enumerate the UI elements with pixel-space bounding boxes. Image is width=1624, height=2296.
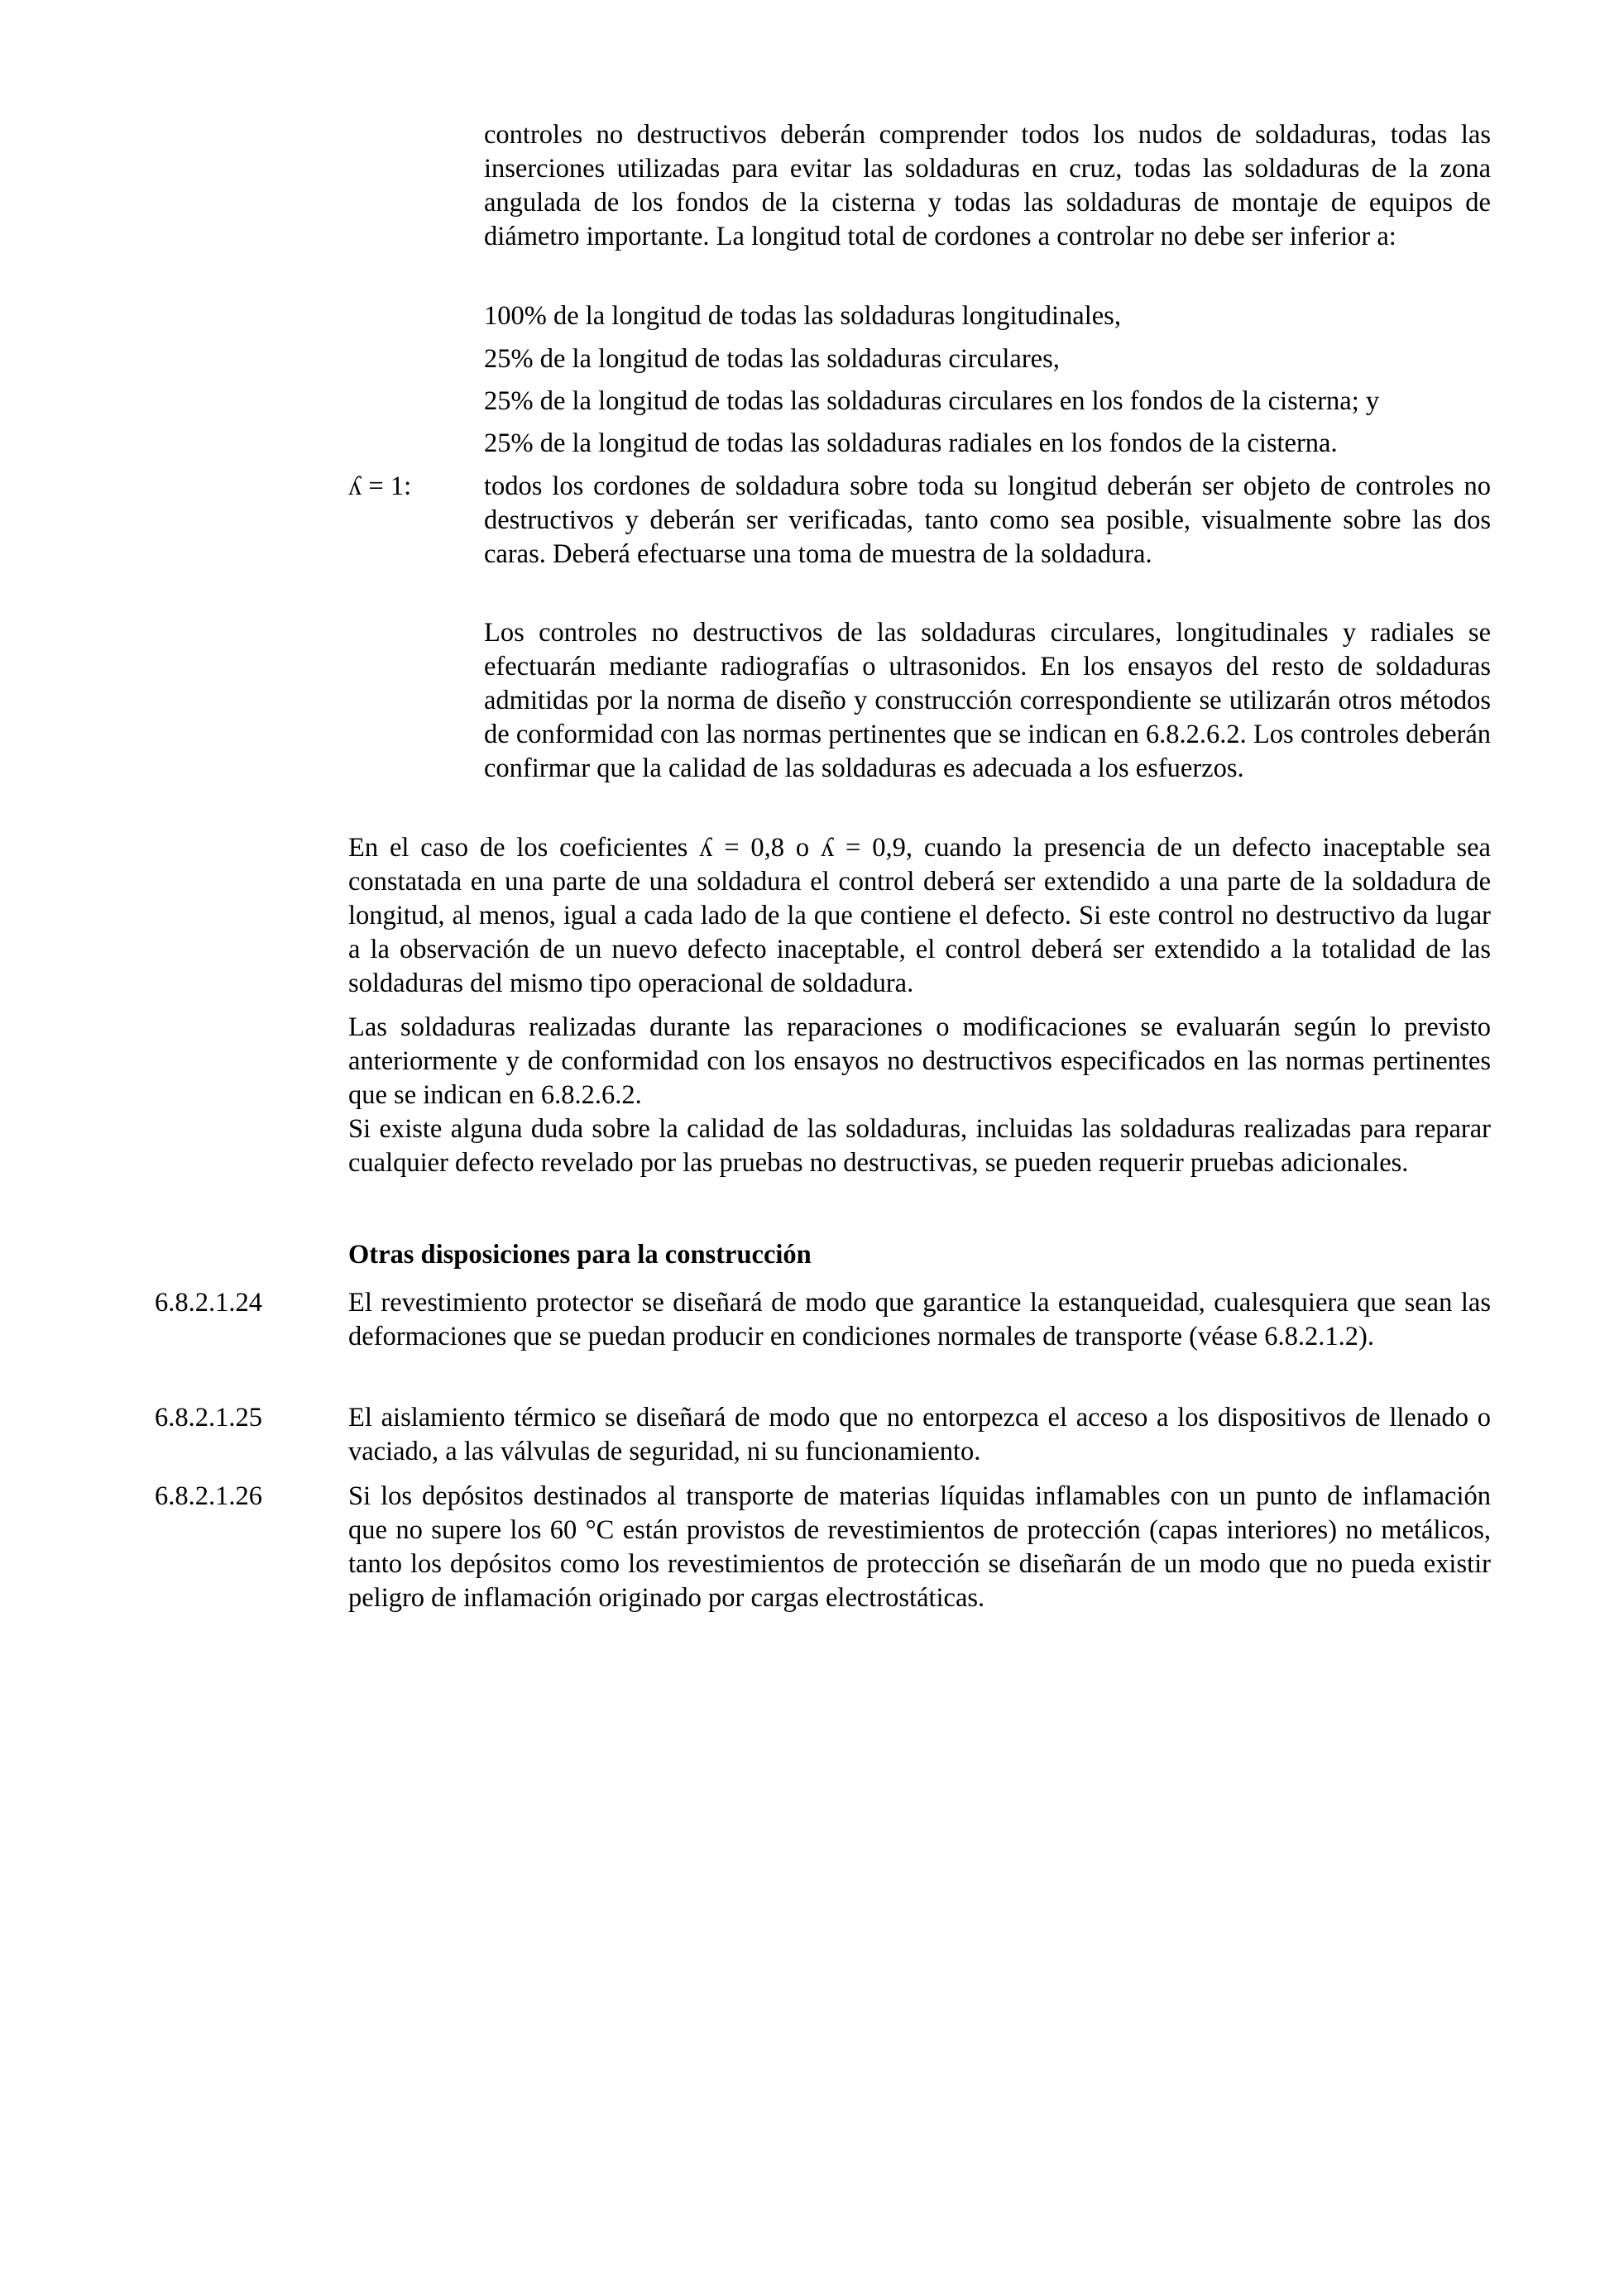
section-number: 6.8.2.1.24 (155, 1288, 262, 1318)
lambda-paragraph-2: Los controles no destructivos de las soldaduras circulares, longitudinales y radiales se efectuarán mediante radiografías o ultrasonidos. En los ensayos del resto de soldaduras admitidas por la norma de diseño y construcción correspondiente se utilizarán otros métodos de conformidad con las normas pertinentes que se indican en 6.8.2.6.2. Los controles deberán confirmar que la calidad de las soldaduras es adecuada a los esfuerzos. (484, 618, 1491, 783)
section-heading: Otras disposiciones para la construcción (348, 1240, 812, 1270)
list-item: 25% de la longitud de todas las soldaduras radiales en los fondos de la cisterna. (484, 428, 1338, 458)
coefficients-paragraph: En el caso de los coeficientes ʎ = 0,8 o ʎ = 0,9, cuando la presencia de un defecto inaceptable sea constatada en una parte de una soldadura el control deberá ser extendido a una parte de la soldadura de longitud, al menos, igual a cada lado de la que contiene el defecto. Si este control no destructivo da lugar a la observación de un nuevo defecto inaceptable, el control deberá ser extendido a la totalidad de las soldaduras del mismo tipo operacional de soldadura. (348, 833, 1491, 998)
lambda-paragraph-1: todos los cordones de soldadura sobre toda su longitud deberán ser objeto de controles no destructivos y deberán ser verificadas, tanto como sea posible, visualmente sobre las dos caras. Deberá efectuarse una toma de muestra de la soldadura. (484, 471, 1491, 569)
section-number: 6.8.2.1.26 (155, 1481, 262, 1511)
section-text: El aislamiento térmico se diseñará de modo que no entorpezca el acceso a los dispositivos de llenado o vaciado, a las válvulas de seguridad, ni su funcionamiento. (348, 1403, 1491, 1466)
section-number: 6.8.2.1.25 (155, 1403, 262, 1433)
list-item: 100% de la longitud de todas las soldaduras longitudinales, (484, 301, 1121, 331)
section-text: Si los depósitos destinados al transporte de materias líquidas inflamables con un punto de inflamación que no supere los 60 °C están provistos de revestimientos de protección (capas interiores) no metálicos, tanto los depósitos como los revestimientos de protección se diseñarán de un modo que no pueda existir peligro de inflamación originado por cargas electrostáticas. (348, 1481, 1491, 1613)
doubt-paragraph: Si existe alguna duda sobre la calidad de las soldaduras, incluidas las soldaduras realizadas para reparar cualquier defecto revelado por las pruebas no destructivas, se pueden requerir pruebas adicionales. (348, 1114, 1491, 1178)
list-item: 25% de la longitud de todas las soldaduras circulares en los fondos de la cisterna; y (484, 386, 1380, 416)
repairs-paragraph: Las soldaduras realizadas durante las reparaciones o modificaciones se evaluarán según lo previsto anteriormente y de conformidad con los ensayos no destructivos especificados en las normas pertinentes que se indican en 6.8.2.6.2. (348, 1012, 1491, 1110)
list-item: 25% de la longitud de todas las soldaduras circulares, (484, 344, 1060, 374)
section-text: El revestimiento protector se diseñará de modo que garantice la estanqueidad, cualesquiera que sean las deformaciones que se puedan producir en condiciones normales de transporte (véase 6.8.2.1.2). (348, 1288, 1491, 1351)
intro-paragraph: controles no destructivos deberán comprender todos los nudos de soldaduras, todas las inserciones utilizadas para evitar las soldaduras en cruz, todas las soldaduras de la zona angulada de los fondos de la cisterna y todas las soldaduras de montaje de equipos de diámetro importante. La longitud total de cordones a controlar no debe ser inferior a: (484, 120, 1491, 251)
lambda-label: ʎ = 1: (348, 471, 412, 501)
